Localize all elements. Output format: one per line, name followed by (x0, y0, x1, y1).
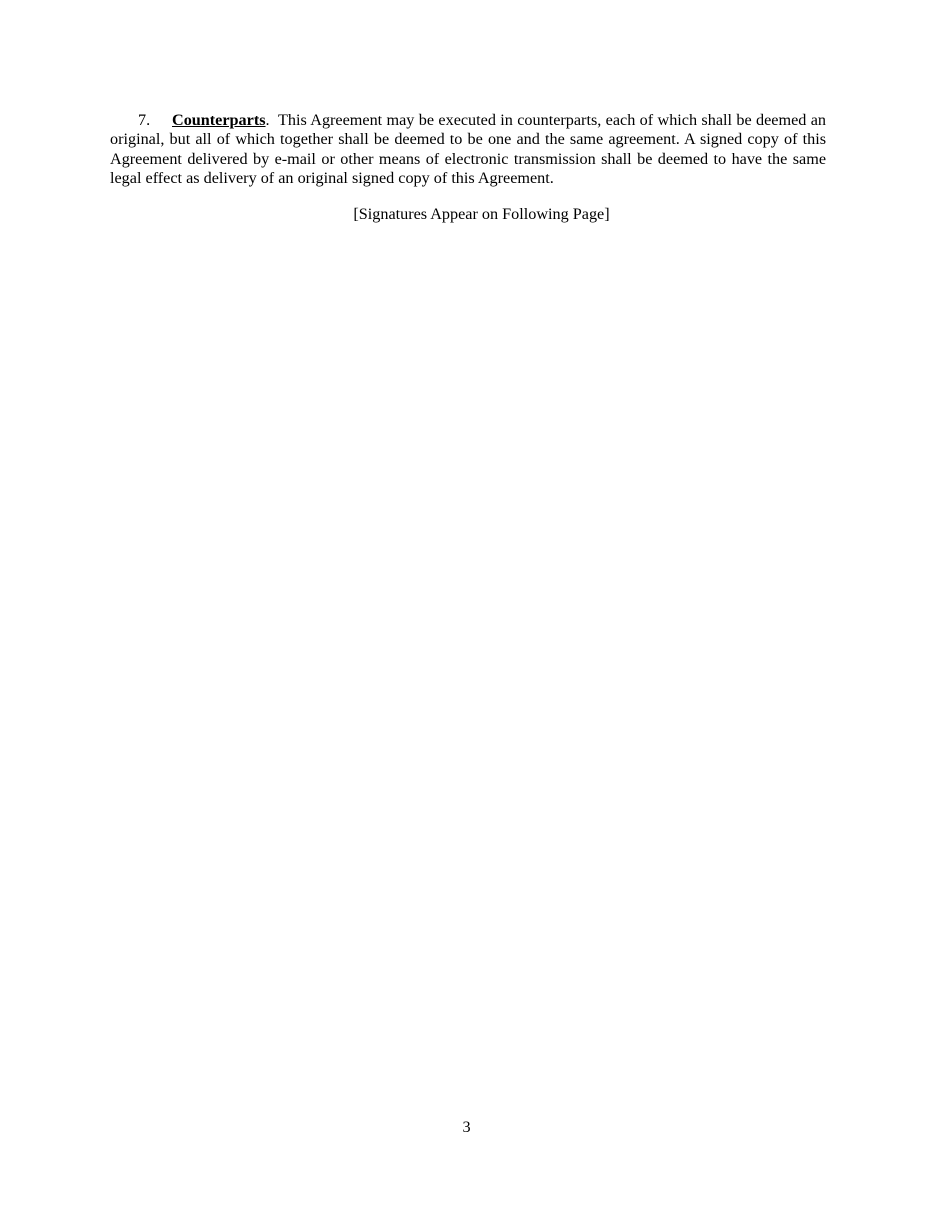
signatures-note: [Signatures Appear on Following Page] (353, 205, 610, 223)
section-counterparts (110, 111, 826, 189)
section-number: 7. (138, 111, 151, 129)
page-number: 3 (462, 1118, 471, 1136)
section-heading-suffix: . (265, 111, 279, 129)
section-body: This Agreement may be executed in counterparts, each of which shall be deemed an original, but all of which together shall be deemed to be one and the same agreement. A signed copy of this Agreement delivered by e-mail or other means of electronic transmission shall be deemed to have the same legal effect as delivery of an original signed copy of this Agreement. (110, 111, 826, 188)
section-heading: Counterparts (172, 111, 266, 129)
